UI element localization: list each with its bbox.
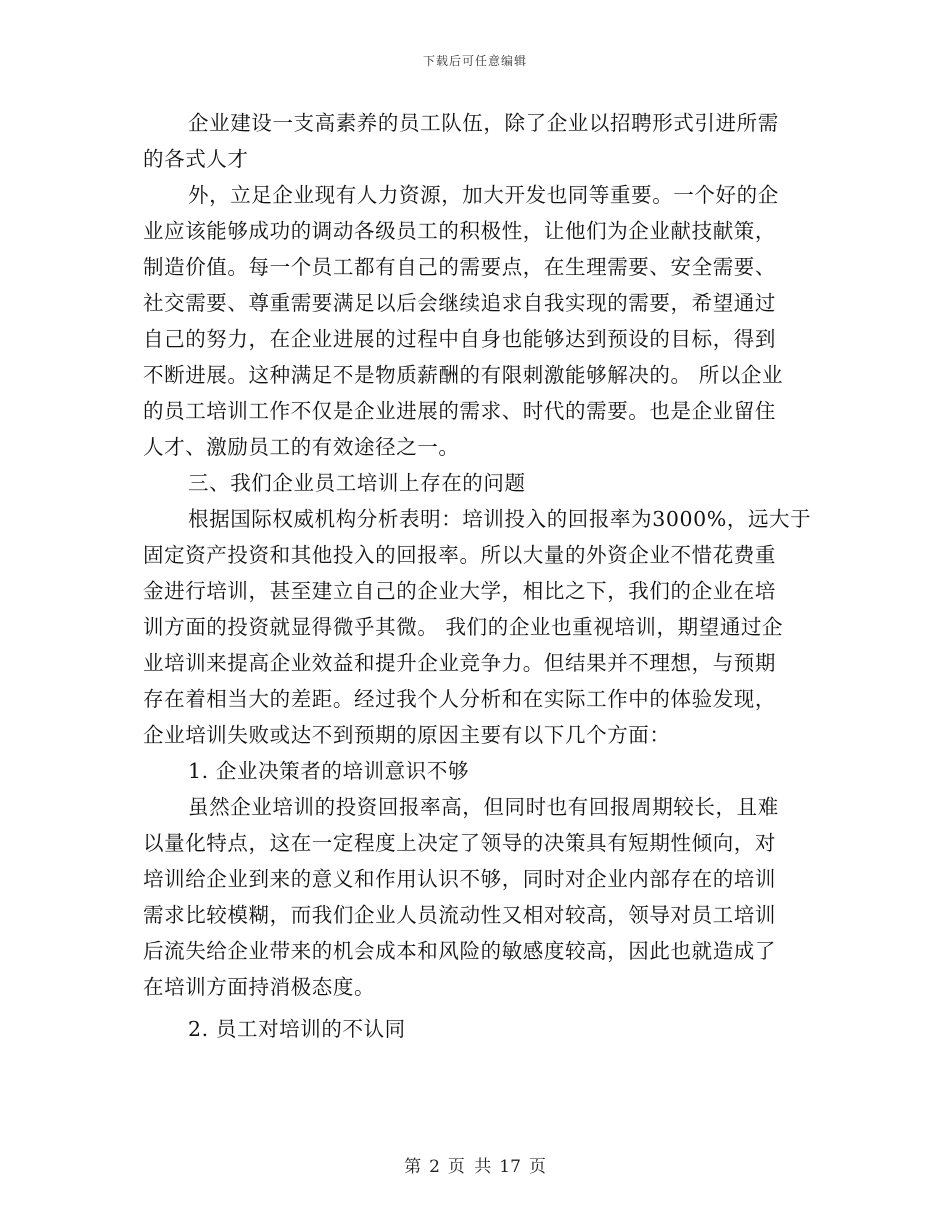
paragraph-line: 制造价值。每一个员工都有自己的需要点，在生理需要、安全需要、 — [143, 255, 776, 279]
footer-mid: 页 共 — [447, 1157, 492, 1177]
paragraph-line: 的各式人才 — [143, 147, 249, 171]
footer-suffix: 页 — [528, 1157, 546, 1177]
paragraph-line: 以量化特点，这在一定程度上决定了领导的决策具有短期性倾向，对 — [143, 831, 776, 855]
page-footer — [0, 1152, 950, 1177]
paragraph-line: 根据国际权威机构分析表明：培训投入的回报率为3000%，远大于 — [188, 507, 812, 531]
paragraph-line: 的员工培训工作不仅是企业进展的需求、时代的需要。也是企业留住 — [143, 399, 776, 423]
document-body — [143, 105, 813, 1047]
paragraph-line: 后流失给企业带来的机会成本和风险的敏感度较高，因此也就造成了 — [143, 939, 776, 963]
paragraph-line: 企业建设一支高素养的员工队伍，除了企业以招聘形式引进所需 — [188, 111, 779, 135]
page-header: 下载后可任意编辑 — [422, 54, 527, 68]
subsection-heading: 1. 企业决策者的培训意识不够 — [188, 759, 470, 783]
paragraph-line: 业应该能够成功的调动各级员工的积极性，让他们为企业献技献策， — [143, 219, 776, 243]
paragraph-line: 人才、激励员工的有效途径之一。 — [143, 435, 460, 459]
paragraph-line: 业培训来提高企业效益和提升企业竞争力。但结果并不理想，与预期 — [143, 651, 776, 675]
paragraph-line: 存在着相当大的差距。经过我个人分析和在实际工作中的体验发现， — [143, 687, 776, 711]
paragraph-line: 需求比较模糊，而我们企业人员流动性又相对较高，领导对员工培训 — [143, 903, 776, 927]
section-heading: 三、我们企业员工培训上存在的问题 — [188, 471, 526, 495]
current-page-number: 2 — [429, 1157, 440, 1177]
paragraph-line: 金进行培训，甚至建立自己的企业大学，相比之下，我们的企业在培 — [143, 579, 776, 603]
total-page-count: 17 — [499, 1157, 521, 1177]
paragraph-line: 虽然企业培训的投资回报率高，但同时也有回报周期较长，且难 — [188, 795, 779, 819]
paragraph-line: 培训给企业到来的意义和作用认识不够，同时对企业内部存在的培训 — [143, 867, 776, 891]
paragraph-line: 自己的努力，在企业进展的过程中自身也能够达到预设的目标，得到 — [143, 327, 776, 351]
paragraph-line: 社交需要、尊重需要满足以后会继续追求自我实现的需要，希望通过 — [143, 291, 776, 315]
paragraph-line: 训方面的投资就显得微乎其微。 我们的企业也重视培训，期望通过企 — [143, 615, 784, 639]
subsection-heading: 2. 员工对培训的不认同 — [188, 1017, 406, 1041]
footer-prefix: 第 — [404, 1157, 422, 1177]
paragraph-line: 企业培训失败或达不到预期的原因主要有以下几个方面： — [143, 723, 671, 747]
paragraph-line: 外，立足企业现有人力资源，加大开发也同等重要。一个好的企 — [188, 183, 779, 207]
paragraph-line: 在培训方面持消极态度。 — [143, 975, 376, 999]
paragraph-line: 固定资产投资和其他投入的回报率。所以大量的外资企业不惜花费重 — [143, 543, 776, 567]
paragraph-line: 不断进展。这种满足不是物质薪酬的有限刺激能够解决的。 所以企业 — [143, 363, 784, 387]
